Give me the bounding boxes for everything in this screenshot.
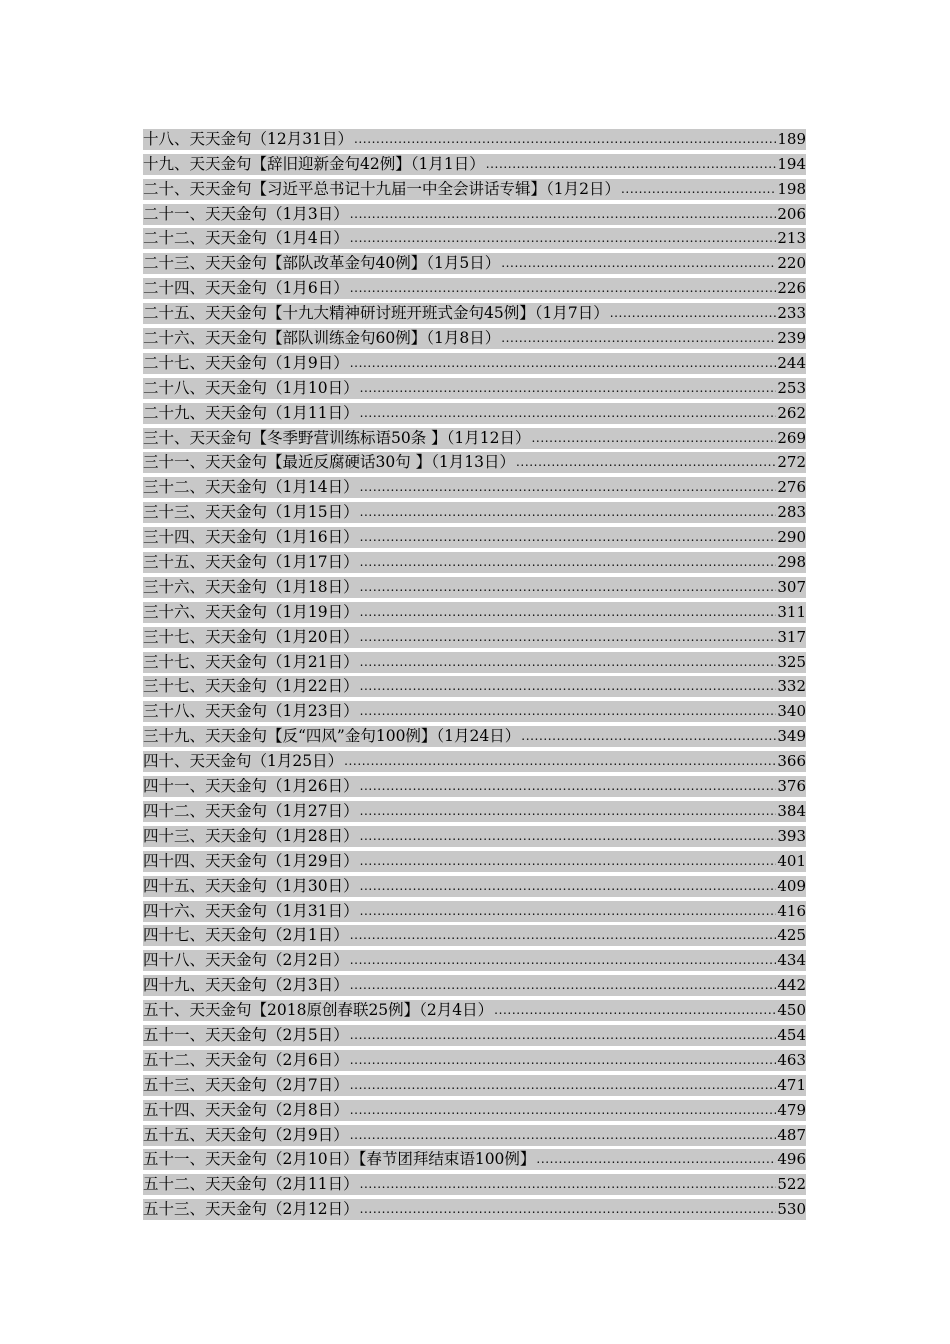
toc-entry-page-number: 244: [777, 353, 806, 372]
toc-entry[interactable]: [143, 971, 806, 996]
toc-entry-title: 三十二、天天金句（1月14日）: [143, 478, 359, 497]
toc-entry-page-number: 416: [777, 901, 806, 920]
toc-entry-title: 三十七、天天金句（1月21日）: [143, 652, 359, 671]
toc-entry-page-number: 487: [777, 1125, 806, 1144]
toc-entry-page-number: 366: [777, 752, 806, 771]
toc-entry-page-number: 479: [777, 1100, 806, 1119]
toc-dot-leader: [344, 751, 776, 772]
toc-entry-title: 五十二、天天金句（2月11日）: [143, 1175, 359, 1194]
toc-entry-page-number: 384: [777, 801, 806, 820]
toc-dot-leader: [350, 1125, 777, 1146]
toc-entry[interactable]: [143, 274, 806, 299]
toc-dot-leader: [360, 577, 777, 598]
toc-entry-page-number: 530: [777, 1200, 806, 1219]
toc-entry[interactable]: [143, 1146, 806, 1171]
toc-entry-highlight: [143, 228, 806, 249]
toc-dot-leader: [360, 701, 777, 722]
toc-entry[interactable]: [143, 822, 806, 847]
toc-entry[interactable]: [143, 797, 806, 822]
toc-entry-highlight: [143, 676, 806, 697]
toc-dot-leader: [532, 428, 777, 449]
toc-dot-leader: [350, 1100, 777, 1121]
toc-dot-leader: [350, 1075, 777, 1096]
toc-entry-title: 五十四、天天金句（2月8日）: [143, 1100, 349, 1119]
toc-entry[interactable]: [143, 598, 806, 623]
toc-entry-title: 三十七、天天金句（1月20日）: [143, 627, 359, 646]
toc-entry[interactable]: [143, 175, 806, 200]
toc-entry-title: 四十八、天天金句（2月2日）: [143, 951, 349, 970]
toc-dot-leader: [360, 776, 777, 797]
toc-entry-page-number: 471: [777, 1075, 806, 1094]
toc-entry-page-number: 290: [777, 528, 806, 547]
toc-entry-title: 二十五、天天金句【十九大精神研讨班开班式金句45例】（1月7日）: [143, 304, 609, 323]
toc-entry-title: 二十六、天天金句【部队训练金句60例】（1月8日）: [143, 329, 501, 348]
toc-entry[interactable]: [143, 722, 806, 747]
toc-entry[interactable]: [143, 573, 806, 598]
toc-entry-title: 四十四、天天金句（1月29日）: [143, 851, 359, 870]
toc-dot-leader: [494, 1000, 776, 1021]
toc-entry-title: 三十四、天天金句（1月16日）: [143, 528, 359, 547]
toc-dot-leader: [350, 228, 777, 249]
toc-dot-leader: [360, 552, 777, 573]
toc-entry-highlight: [143, 851, 806, 872]
toc-dot-leader: [354, 129, 776, 150]
toc-entry[interactable]: [143, 623, 806, 648]
toc-entry-title: 五十一、天天金句（2月10日）【春节团拜结束语100例】: [143, 1150, 536, 1169]
toc-dot-leader: [360, 403, 777, 424]
toc-entry[interactable]: [143, 523, 806, 548]
toc-entry-highlight: [143, 552, 806, 573]
toc-entry-title: 四十六、天天金句（1月31日）: [143, 901, 359, 920]
toc-entry-highlight: [143, 876, 806, 897]
toc-entry-title: 五十五、天天金句（2月9日）: [143, 1125, 349, 1144]
toc-entry-highlight: [143, 1025, 806, 1046]
toc-entry-title: 四十三、天天金句（1月28日）: [143, 826, 359, 845]
toc-dot-leader: [360, 826, 777, 847]
toc-entry[interactable]: [143, 1170, 806, 1195]
toc-entry-page-number: 454: [777, 1025, 806, 1044]
toc-entry-highlight: [143, 353, 806, 374]
toc-entry-page-number: 233: [777, 304, 806, 323]
toc-entry-page-number: 206: [777, 204, 806, 223]
toc-dot-leader: [610, 303, 777, 324]
toc-entry-title: 十九、天天金句【辞旧迎新金句42例】（1月1日）: [143, 154, 485, 173]
toc-entry-page-number: 522: [777, 1175, 806, 1194]
toc-dot-leader: [360, 876, 777, 897]
toc-entry[interactable]: [143, 648, 806, 673]
toc-entry-title: 五十、天天金句【2018原创春联25例】（2月4日）: [143, 1001, 494, 1020]
toc-entry-page-number: 220: [777, 254, 806, 273]
toc-entry-title: 四十七、天天金句（2月1日）: [143, 926, 349, 945]
toc-entry[interactable]: [143, 1046, 806, 1071]
toc-entry-highlight: [143, 1174, 806, 1195]
toc-entry-highlight: [143, 627, 806, 648]
toc-entry-page-number: 213: [777, 229, 806, 248]
toc-entry[interactable]: [143, 374, 806, 399]
toc-entry-title: 三十七、天天金句（1月22日）: [143, 677, 359, 696]
toc-entry[interactable]: [143, 1071, 806, 1096]
toc-entry-title: 五十一、天天金句（2月5日）: [143, 1025, 349, 1044]
toc-entry[interactable]: [143, 449, 806, 474]
toc-entry-title: 四十、天天金句（1月25日）: [143, 752, 344, 771]
toc-entry-highlight: [143, 776, 806, 797]
toc-entry-page-number: 332: [777, 677, 806, 696]
toc-entry[interactable]: [143, 299, 806, 324]
toc-entry[interactable]: [143, 1195, 806, 1220]
toc-dot-leader: [350, 950, 777, 971]
toc-entry-highlight: [143, 253, 806, 274]
toc-entry-highlight: [143, 502, 806, 523]
toc-dot-leader: [350, 1050, 777, 1071]
toc-entry-highlight: [143, 901, 806, 922]
toc-entry-page-number: 349: [777, 727, 806, 746]
toc-entry-highlight: [143, 1100, 806, 1121]
toc-entry[interactable]: [143, 872, 806, 897]
toc-entry-title: 三十、天天金句【冬季野营训练标语50条 】（1月12日）: [143, 428, 531, 447]
toc-entry-highlight: [143, 1149, 806, 1170]
toc-entry[interactable]: [143, 424, 806, 449]
toc-entry-title: 二十七、天天金句（1月9日）: [143, 353, 349, 372]
toc-dot-leader: [360, 1199, 777, 1220]
toc-entry-page-number: 325: [777, 652, 806, 671]
toc-entry-title: 二十、天天金句【习近平总书记十九届一中全会讲话专辑】（1月2日）: [143, 179, 620, 198]
toc-entry[interactable]: [143, 697, 806, 722]
toc-dot-leader: [360, 602, 777, 623]
toc-entry-highlight: [143, 925, 806, 946]
toc-entry-page-number: 401: [777, 851, 806, 870]
toc-entry-page-number: 276: [777, 478, 806, 497]
toc-entry-title: 三十九、天天金句【反“四风”金句100例】（1月24日）: [143, 727, 521, 746]
toc-entry-page-number: 317: [777, 627, 806, 646]
toc-dot-leader: [360, 378, 777, 399]
toc-entry[interactable]: [143, 996, 806, 1021]
toc-entry-page-number: 340: [777, 702, 806, 721]
toc-entry[interactable]: [143, 399, 806, 424]
toc-entry-page-number: 434: [777, 951, 806, 970]
toc-entry-page-number: 463: [777, 1050, 806, 1069]
toc-entry-title: 四十九、天天金句（2月3日）: [143, 976, 349, 995]
toc-entry-highlight: [143, 179, 806, 200]
toc-dot-leader: [360, 1174, 777, 1195]
toc-entry-page-number: 393: [777, 826, 806, 845]
toc-entry-title: 五十三、天天金句（2月12日）: [143, 1200, 359, 1219]
toc-entry-page-number: 253: [777, 378, 806, 397]
toc-entry-highlight: [143, 652, 806, 673]
toc-dot-leader: [360, 676, 777, 697]
toc-entry-title: 三十五、天天金句（1月17日）: [143, 553, 359, 572]
toc-entry-highlight: [143, 577, 806, 598]
toc-entry-highlight: [143, 726, 806, 747]
toc-entry-page-number: 272: [777, 453, 806, 472]
toc-entry-highlight: [143, 751, 806, 772]
toc-entry-highlight: [143, 1050, 806, 1071]
toc-entry[interactable]: [143, 772, 806, 797]
toc-dot-leader: [350, 1025, 777, 1046]
toc-entry-title: 四十一、天天金句（1月26日）: [143, 777, 359, 796]
toc-entry[interactable]: [143, 225, 806, 250]
toc-dot-leader: [360, 901, 777, 922]
toc-dot-leader: [360, 652, 777, 673]
toc-dot-leader: [350, 975, 777, 996]
toc-entry-highlight: [143, 1125, 806, 1146]
toc-entry-highlight: [143, 303, 806, 324]
toc-entry-page-number: 239: [777, 329, 806, 348]
toc-entry-page-number: 307: [777, 577, 806, 596]
toc-entry[interactable]: [143, 946, 806, 971]
toc-entry-highlight: [143, 452, 806, 473]
toc-entry[interactable]: [143, 1021, 806, 1046]
toc-entry-title: 四十五、天天金句（1月30日）: [143, 876, 359, 895]
toc-dot-leader: [621, 179, 776, 200]
toc-entry-highlight: [143, 527, 806, 548]
toc-entry[interactable]: [143, 747, 806, 772]
toc-entry[interactable]: [143, 1121, 806, 1146]
toc-entry[interactable]: [143, 249, 806, 274]
toc-entry-page-number: 425: [777, 926, 806, 945]
toc-entry-title: 三十八、天天金句（1月23日）: [143, 702, 359, 721]
toc-dot-leader: [360, 527, 777, 548]
toc-entry-highlight: [143, 278, 806, 299]
toc-dot-leader: [516, 452, 776, 473]
toc-entry-page-number: 450: [777, 1001, 806, 1020]
toc-entry[interactable]: [143, 1096, 806, 1121]
toc-entry-page-number: 189: [777, 129, 806, 148]
toc-entry-title: 十八、天天金句（12月31日）: [143, 129, 353, 148]
toc-entry-highlight: [143, 403, 806, 424]
toc-entry-title: 三十一、天天金句【最近反腐硬话30句 】（1月13日）: [143, 453, 515, 472]
toc-entry-highlight: [143, 477, 806, 498]
toc-entry-highlight: [143, 1199, 806, 1220]
toc-entry-highlight: [143, 1000, 806, 1021]
toc-dot-leader: [350, 925, 777, 946]
toc-entry-title: 四十二、天天金句（1月27日）: [143, 801, 359, 820]
toc-entry-page-number: 496: [777, 1150, 806, 1169]
toc-dot-leader: [360, 477, 777, 498]
toc-dot-leader: [350, 353, 777, 374]
toc-entry-page-number: 194: [777, 154, 806, 173]
toc-entry[interactable]: [143, 473, 806, 498]
toc-dot-leader: [360, 502, 777, 523]
toc-entry-highlight: [143, 154, 806, 175]
toc-entry-page-number: 376: [777, 777, 806, 796]
toc-entry[interactable]: [143, 125, 806, 150]
table-of-contents: [143, 125, 806, 1220]
toc-entry-title: 二十八、天天金句（1月10日）: [143, 378, 359, 397]
toc-entry[interactable]: [143, 150, 806, 175]
toc-entry-page-number: 262: [777, 403, 806, 422]
toc-entry-highlight: [143, 975, 806, 996]
toc-entry-highlight: [143, 1075, 806, 1096]
toc-entry-highlight: [143, 801, 806, 822]
toc-entry-title: 二十九、天天金句（1月11日）: [143, 403, 359, 422]
toc-entry-page-number: 298: [777, 553, 806, 572]
toc-entry-title: 三十三、天天金句（1月15日）: [143, 503, 359, 522]
toc-dot-leader: [360, 851, 777, 872]
toc-entry-highlight: [143, 428, 806, 449]
toc-dot-leader: [501, 253, 776, 274]
toc-dot-leader: [486, 154, 777, 175]
toc-entry-page-number: 198: [777, 179, 806, 198]
toc-entry[interactable]: [143, 324, 806, 349]
toc-dot-leader: [501, 328, 776, 349]
toc-entry-page-number: 269: [777, 428, 806, 447]
toc-entry-title: 五十二、天天金句（2月6日）: [143, 1050, 349, 1069]
toc-entry-highlight: [143, 328, 806, 349]
toc-dot-leader: [360, 801, 777, 822]
toc-entry-highlight: [143, 701, 806, 722]
toc-entry[interactable]: [143, 897, 806, 922]
toc-entry-title: 五十三、天天金句（2月7日）: [143, 1075, 349, 1094]
toc-entry-title: 二十一、天天金句（1月3日）: [143, 204, 349, 223]
toc-entry[interactable]: [143, 548, 806, 573]
toc-entry-highlight: [143, 378, 806, 399]
toc-entry-title: 三十六、天天金句（1月18日）: [143, 577, 359, 596]
toc-dot-leader: [350, 204, 777, 225]
toc-entry[interactable]: [143, 847, 806, 872]
toc-dot-leader: [521, 726, 776, 747]
toc-entry-page-number: 442: [777, 976, 806, 995]
toc-entry-page-number: 283: [777, 503, 806, 522]
toc-entry[interactable]: [143, 673, 806, 698]
toc-entry-highlight: [143, 950, 806, 971]
toc-dot-leader: [360, 627, 777, 648]
toc-entry-page-number: 226: [777, 279, 806, 298]
toc-entry[interactable]: [143, 922, 806, 947]
toc-dot-leader: [350, 278, 777, 299]
toc-entry[interactable]: [143, 200, 806, 225]
toc-entry-highlight: [143, 204, 806, 225]
toc-entry-highlight: [143, 602, 806, 623]
toc-entry-highlight: [143, 826, 806, 847]
toc-entry[interactable]: [143, 498, 806, 523]
toc-entry-page-number: 311: [777, 602, 806, 621]
toc-entry-page-number: 409: [777, 876, 806, 895]
toc-entry-title: 三十六、天天金句（1月19日）: [143, 602, 359, 621]
toc-entry-title: 二十四、天天金句（1月6日）: [143, 279, 349, 298]
toc-entry-highlight: [143, 129, 806, 150]
toc-entry-title: 二十三、天天金句【部队改革金句40例】（1月5日）: [143, 254, 501, 273]
toc-entry[interactable]: [143, 349, 806, 374]
toc-entry-title: 二十二、天天金句（1月4日）: [143, 229, 349, 248]
toc-dot-leader: [536, 1149, 776, 1170]
